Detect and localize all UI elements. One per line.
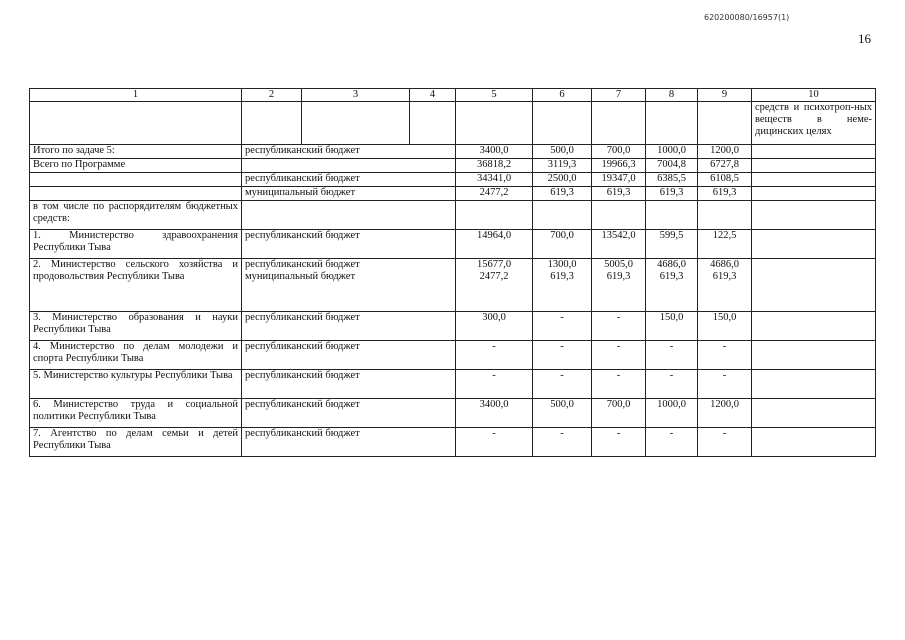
header-cell: 9: [698, 89, 752, 102]
table-row: [30, 201, 876, 230]
value-cell: 19966,3: [592, 159, 646, 173]
value-cell: [646, 259, 698, 312]
value-cell: -: [698, 341, 752, 370]
header-row: [30, 89, 876, 102]
table-row: [30, 259, 876, 312]
table-row: [30, 428, 876, 457]
value-cell: 700,0: [533, 230, 592, 259]
value-line: 5005,0: [604, 259, 633, 270]
value-cell: -: [646, 428, 698, 457]
continuation-note: средств и психотроп-ных веществ в неме-дицинских целях: [752, 102, 876, 145]
value-line: 4686,0: [657, 259, 686, 270]
value-cell: [533, 259, 592, 312]
table-row: [30, 173, 876, 187]
value-cell: 700,0: [592, 399, 646, 428]
funding-source: республиканский бюджет: [242, 312, 456, 341]
value-cell: 14964,0: [456, 230, 533, 259]
value-cell: 150,0: [698, 312, 752, 341]
value-cell: -: [698, 370, 752, 399]
value-line: 619,3: [659, 271, 684, 282]
value-cell: 150,0: [646, 312, 698, 341]
funding-source: республиканский бюджет: [242, 428, 456, 457]
value-cell: 500,0: [533, 145, 592, 159]
header-cell: 5: [456, 89, 533, 102]
row-label: 3. Министерство образования и науки Республики Тыва: [30, 312, 242, 341]
value-cell: 6727,8: [698, 159, 752, 173]
value-cell: -: [646, 370, 698, 399]
row-label: Итого по задаче 5:: [30, 145, 242, 159]
budget-table: [29, 88, 876, 457]
value-cell: -: [592, 370, 646, 399]
value-line: 1300,0: [547, 259, 577, 270]
funding-source: республиканский бюджет: [242, 370, 456, 399]
value-cell: 2500,0: [533, 173, 592, 187]
funding-source-line: муниципальный бюджет: [245, 271, 356, 282]
row-label: 7. Агентство по делам семьи и детей Республики Тыва: [30, 428, 242, 457]
value-cell: 19347,0: [592, 173, 646, 187]
value-cell: 6108,5: [698, 173, 752, 187]
value-cell: 34341,0: [456, 173, 533, 187]
value-cell: [456, 259, 533, 312]
value-cell: 500,0: [533, 399, 592, 428]
value-cell: -: [533, 341, 592, 370]
header-cell: 1: [30, 89, 242, 102]
row-label: Всего по Программе: [30, 159, 242, 173]
value-cell: 1000,0: [646, 399, 698, 428]
table-row: [30, 159, 876, 173]
value-cell: [592, 259, 646, 312]
value-cell: 619,3: [592, 187, 646, 201]
value-cell: -: [533, 312, 592, 341]
value-cell: 6385,5: [646, 173, 698, 187]
value-cell: 700,0: [592, 145, 646, 159]
table-row: [30, 370, 876, 399]
funding-source-line: республиканский бюджет: [245, 259, 360, 270]
table-row: [30, 399, 876, 428]
value-cell: -: [533, 428, 592, 457]
table-row: [30, 187, 876, 201]
funding-source: муниципальный бюджет: [242, 187, 456, 201]
funding-source: республиканский бюджет: [242, 230, 456, 259]
funding-source: республиканский бюджет: [242, 341, 456, 370]
value-cell: 300,0: [456, 312, 533, 341]
value-cell: -: [533, 370, 592, 399]
value-cell: 2477,2: [456, 187, 533, 201]
value-line: 619,3: [550, 271, 574, 282]
value-cell: 3400,0: [456, 145, 533, 159]
header-cell: 2: [242, 89, 302, 102]
value-cell: 3400,0: [456, 399, 533, 428]
value-cell: 599,5: [646, 230, 698, 259]
value-cell: 7004,8: [646, 159, 698, 173]
row-label: 4. Министерство по делам молодежи и спорта Республики Тыва: [30, 341, 242, 370]
continuation-row: [30, 102, 876, 145]
row-label: 6. Министерство труда и социальной политики Республики Тыва: [30, 399, 242, 428]
value-cell: -: [646, 341, 698, 370]
value-line: 4686,0: [710, 259, 739, 270]
header-cell: 8: [646, 89, 698, 102]
row-label: 2. Министерство сельского хозяйства и продовольствия Республики Тыва: [30, 259, 242, 312]
value-cell: -: [592, 312, 646, 341]
value-cell: -: [698, 428, 752, 457]
value-cell: -: [456, 341, 533, 370]
value-cell: 619,3: [646, 187, 698, 201]
funding-source: республиканский бюджет: [242, 399, 456, 428]
value-cell: 3119,3: [533, 159, 592, 173]
value-line: 2477,2: [479, 271, 509, 282]
funding-source: [242, 259, 456, 312]
header-cell: 10: [752, 89, 876, 102]
value-cell: -: [456, 370, 533, 399]
value-line: 619,3: [712, 271, 737, 282]
value-cell: -: [456, 428, 533, 457]
value-cell: 36818,2: [456, 159, 533, 173]
value-cell: [698, 259, 752, 312]
table-row: [30, 312, 876, 341]
table-row: [30, 341, 876, 370]
row-label: в том числе по распорядителям бюджетных средств:: [30, 201, 242, 230]
table-row: [30, 145, 876, 159]
value-line: 619,3: [606, 271, 631, 282]
value-cell: -: [592, 428, 646, 457]
value-cell: 13542,0: [592, 230, 646, 259]
funding-source: республиканский бюджет: [242, 173, 456, 187]
value-cell: 619,3: [533, 187, 592, 201]
value-cell: 1200,0: [698, 399, 752, 428]
value-cell: 1200,0: [698, 145, 752, 159]
header-cell: 7: [592, 89, 646, 102]
row-label: 1. Министерство здравоохранения Республики Тыва: [30, 230, 242, 259]
value-cell: 619,3: [698, 187, 752, 201]
funding-source: республиканский бюджет: [242, 145, 456, 159]
page-number: 16: [858, 31, 871, 46]
table-row: [30, 230, 876, 259]
value-cell: 1000,0: [646, 145, 698, 159]
value-line: 15677,0: [476, 259, 512, 270]
header-cell: 6: [533, 89, 592, 102]
header-cell: 4: [410, 89, 456, 102]
header-cell: 3: [302, 89, 410, 102]
row-label: 5. Министерство культуры Республики Тыва: [30, 370, 242, 399]
value-cell: -: [592, 341, 646, 370]
value-cell: 122,5: [698, 230, 752, 259]
document-id: 620200080/16957(1): [704, 13, 790, 22]
